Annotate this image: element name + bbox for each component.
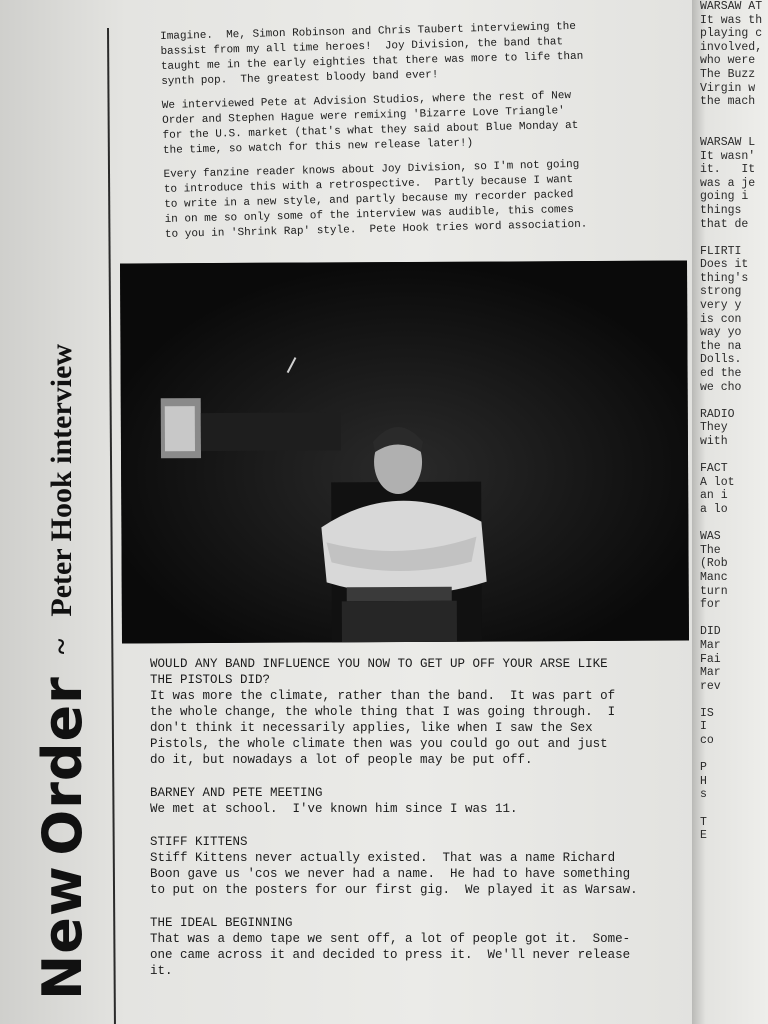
intro-paragraph-3: Every fanzine reader knows about Joy Division, so I'm not going to introduce this with a retrospective. Partly because I want to write in a new style, and partly because my recorder packed in on me so only some of the interview was audible, this comes to you in 'Shrink Rap' style. Pete Hook tries word association. <box>163 158 588 241</box>
qa-item <box>150 785 690 817</box>
title-new-initial: N <box>31 953 94 1000</box>
intro-paragraph-2: We interviewed Pete at Advision Studios, where the rest of New Order and Stephen Hague were remixing 'Bizarre Love Triangle' for the U.S. market (that's what they said about Blue Monday at the time, so watch for this new release later!) <box>161 89 579 157</box>
qa-question: WOULD ANY BAND INFLUENCE YOU NOW TO GET UP OFF YOUR ARSE LIKE THE PISTOLS DID? <box>150 657 608 687</box>
qa-answer: We met at school. I've known him since I was 11. <box>150 802 518 816</box>
intro-paragraph-1: Imagine. Me, Simon Robinson and Chris Taubert interviewing the bassist from my all time heroes! Joy Division, the band that taught me in the early eighties that there was more to life than synth pop. The greatest bloody band ever! <box>160 20 584 88</box>
title-separator: ~ <box>45 638 78 655</box>
qa-item <box>150 915 690 979</box>
title-order-rest: rder <box>31 676 94 809</box>
facing-page-text: WARSAW AT It was th playing c involved, who were The Buzz Virgin w the mach WARSAW L It wasn' it. It was a je going i things that de FLIRTI Does it thing's strong very y is con way yo the na Dolls. ed the we cho RADIO They with FACT A lot an i a lo WAS The (Rob Manc turn for DID Mar Fai Mar rev IS I co P H s T E <box>700 0 763 843</box>
qa-question: STIFF KITTENS <box>150 835 248 849</box>
interview-photo <box>120 261 689 644</box>
qa-question: THE IDEAL BEGINNING <box>150 916 293 930</box>
qa-section <box>150 656 690 996</box>
qa-question: BARNEY AND PETE MEETING <box>150 786 323 800</box>
photo-illustration <box>120 261 689 644</box>
title-subtitle: Peter Hook interview <box>45 343 78 617</box>
qa-answer: It was more the climate, rather than the band. It was part of the whole change, the whole thing that I was going through. I don't think it necessarily applies, like when I saw the Sex Pistols, the whole climate then was you could go out and just do it, but nowadays a lot of people may be put off. <box>150 689 616 767</box>
title-new-rest: ew <box>31 865 94 954</box>
intro-text <box>160 19 635 252</box>
title-order-initial: O <box>31 808 94 856</box>
qa-answer: That was a demo tape we sent off, a lot of people got it. Some- one came across it and decided to press it. We'll never release it. <box>150 932 631 978</box>
qa-item <box>150 834 690 898</box>
facing-page <box>692 0 768 1024</box>
qa-item <box>150 656 690 768</box>
qa-answer: Stiff Kittens never actually existed. That was a name Richard Boon gave us 'cos we never had a name. He had to have something to put on the posters for our first gig. We played it as Warsaw. <box>150 851 638 897</box>
